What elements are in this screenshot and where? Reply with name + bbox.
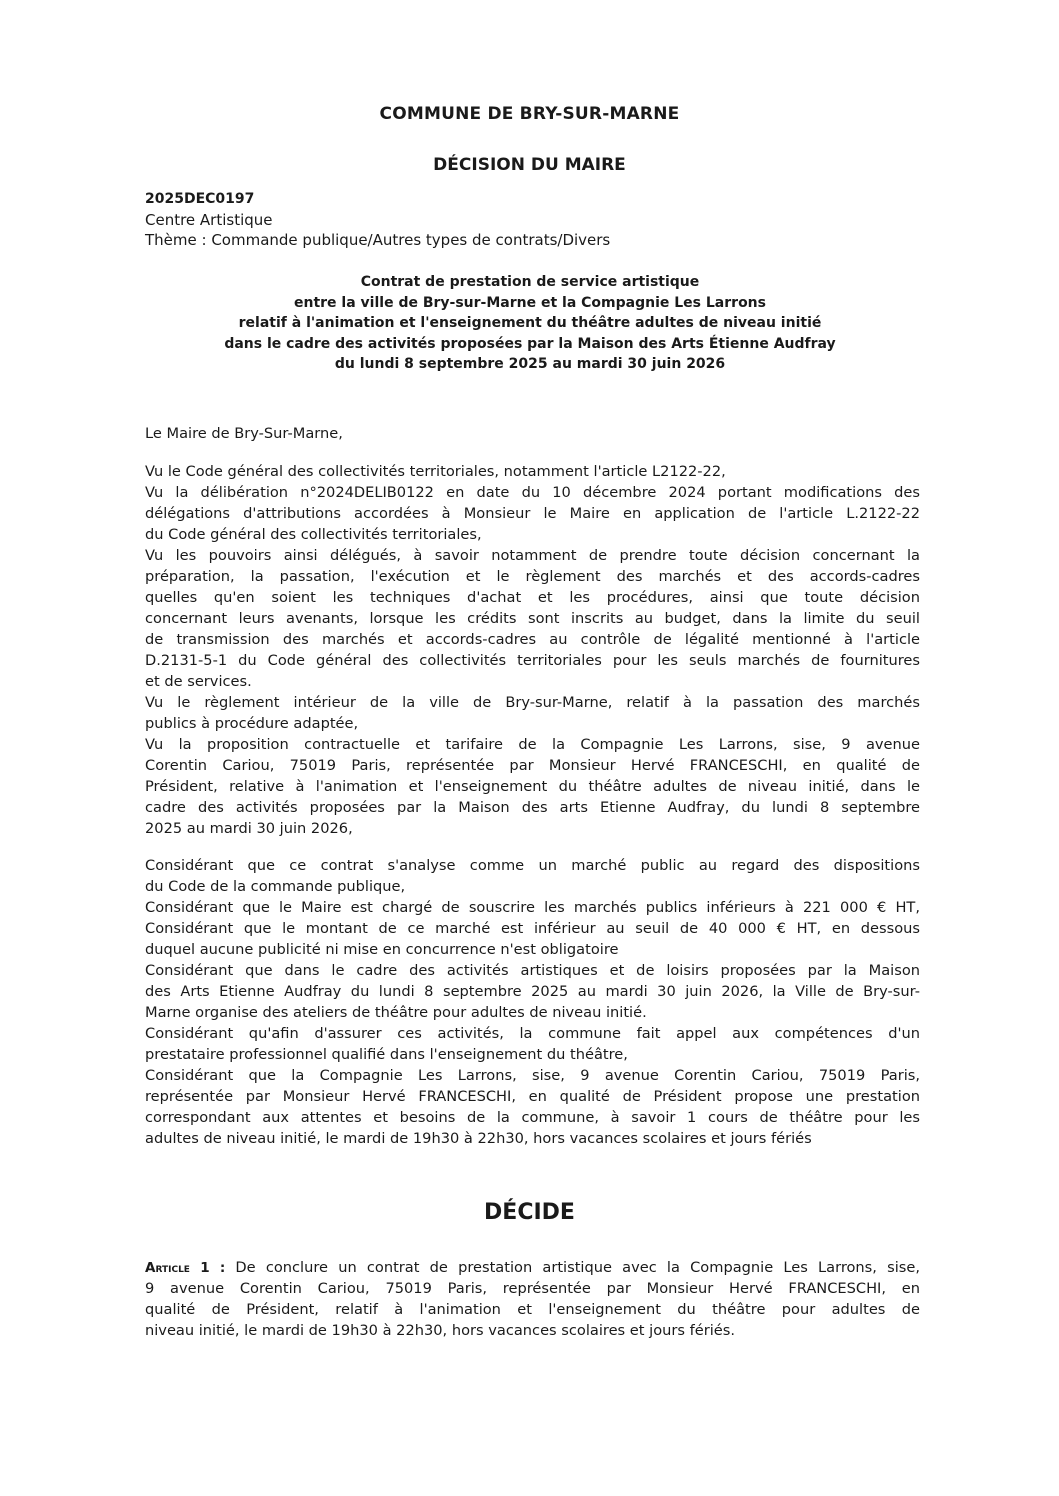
vu-line: de transmission des marchés et accords-cadres au contrôle de légalité mentionné à l'article xyxy=(145,631,920,648)
decision-service: Centre Artistique xyxy=(145,210,273,229)
considerant-line: Marne organise des ateliers de théâtre pour adultes de niveau initié. xyxy=(145,1004,647,1021)
vu-line: du Code général des collectivités territoriales, xyxy=(145,526,482,543)
vu-line: D.2131-5-1 du Code général des collectivités territoriales pour les seuls marchés de fournitures xyxy=(145,652,920,669)
article-line xyxy=(145,1257,920,1278)
vu-line: Vu la délibération n°2024DELIB0122 en date du 10 décembre 2024 portant modifications des xyxy=(145,484,920,501)
considerant-line: Considérant que la Compagnie Les Larrons, sise, 9 avenue Corentin Cariou, 75019 Paris, xyxy=(145,1067,920,1084)
vu-line: Président, relative à l'animation et l'enseignement du théâtre adultes de niveau initié, dans le xyxy=(145,778,920,795)
considerant-line: Considérant qu'afin d'assurer ces activités, la commune fait appel aux compétences d'un xyxy=(145,1025,920,1042)
decision-reference: 2025DEC0197 xyxy=(145,191,255,207)
article-line: niveau initié, le mardi de 19h30 à 22h30, hors vacances scolaires et jours fériés. xyxy=(145,1322,736,1339)
decision-subject xyxy=(150,272,910,375)
considerant-line: Considérant que ce contrat s'analyse comme un marché public au regard des dispositions xyxy=(145,857,920,874)
commune-heading: COMMUNE DE BRY-SUR-MARNE xyxy=(379,104,680,124)
vu-line: Vu le règlement intérieur de la ville de Bry-sur-Marne, relatif à la passation des marchés xyxy=(145,694,920,711)
intro-line: Le Maire de Bry-Sur-Marne, xyxy=(145,425,343,442)
vu-line: Corentin Cariou, 75019 Paris, représentée par Monsieur Hervé FRANCESCHI, en qualité de xyxy=(145,757,920,774)
vu-line: Vu le Code général des collectivités territoriales, notamment l'article L2122-22, xyxy=(145,463,726,480)
article-line: qualité de Président, relatif à l'animation et l'enseignement du théâtre pour adultes de xyxy=(145,1301,920,1318)
vu-line: et de services. xyxy=(145,673,252,690)
considerant-line: des Arts Etienne Audfray du lundi 8 septembre 2025 au mardi 30 juin 2026, la Ville de Bry-sur- xyxy=(145,983,920,1000)
decision-theme: Thème : Commande publique/Autres types de contrats/Divers xyxy=(145,231,611,249)
vu-line: Vu les pouvoirs ainsi délégués, à savoir notamment de prendre toute décision concernant la xyxy=(145,547,920,564)
subject-line: dans le cadre des activités proposées par la Maison des Arts Étienne Audfray xyxy=(224,335,836,352)
considerant-line: Considérant que le Maire est chargé de souscrire les marchés publics inférieurs à 221 000 € HT, xyxy=(145,899,920,916)
considerant-line: prestataire professionnel qualifié dans l'enseignement du théâtre, xyxy=(145,1046,628,1063)
vu-line: quelles qu'en soient les techniques d'achat et les procédures, ainsi que toute décision xyxy=(145,589,920,606)
decision-heading: DÉCISION DU MAIRE xyxy=(433,155,626,175)
vu-line: concernant leurs avenants, lorsque les crédits sont inscrits au budget, dans la limite du seuil xyxy=(145,610,920,627)
decision-meta xyxy=(145,189,610,251)
subject-line: relatif à l'animation et l'enseignement du théâtre adultes de niveau initié xyxy=(238,315,822,331)
considerant-line: correspondant aux attentes et besoins de la commune, à savoir 1 cours de théâtre pour les xyxy=(145,1109,920,1126)
considerant-line: du Code de la commande publique, xyxy=(145,878,406,895)
vu-line: cadre des activités proposées par la Maison des arts Etienne Audfray, du lundi 8 septembre xyxy=(145,799,920,816)
decide-heading: DÉCIDE xyxy=(484,1200,575,1225)
vu-line: publics à procédure adaptée, xyxy=(145,715,359,732)
vu-block xyxy=(145,461,920,839)
subject-line: entre la ville de Bry-sur-Marne et la Compagnie Les Larrons xyxy=(294,294,766,311)
considerant-line: Considérant que dans le cadre des activités artistiques et de loisirs proposées par la Maison xyxy=(145,962,920,979)
article-text: De conclure un contrat de prestation artistique avec la Compagnie Les Larrons, sise, xyxy=(235,1259,920,1276)
subject-line: Contrat de prestation de service artistique xyxy=(360,274,700,290)
subject-line: du lundi 8 septembre 2025 au mardi 30 juin 2026 xyxy=(334,356,726,372)
vu-line: préparation, la passation, l'exécution et le règlement des marchés et des accords-cadres xyxy=(145,568,920,585)
vu-line: 2025 au mardi 30 juin 2026, xyxy=(145,820,353,837)
article-line: 9 avenue Corentin Cariou, 75019 Paris, représentée par Monsieur Hervé FRANCESCHI, en xyxy=(145,1280,920,1297)
considerant-line: représentée par Monsieur Hervé FRANCESCHI, en qualité de Président propose une prestation xyxy=(145,1088,920,1105)
considerant-line: duquel aucune publicité ni mise en concurrence n'est obligatoire xyxy=(145,941,619,958)
vu-line: Vu la proposition contractuelle et tarifaire de la Compagnie Les Larrons, sise, 9 avenue xyxy=(145,736,920,753)
considerant-line: adultes de niveau initié, le mardi de 19h30 à 22h30, hors vacances scolaires et jours fériés xyxy=(145,1130,812,1147)
article-1 xyxy=(145,1257,920,1341)
considerant-line: Considérant que le montant de ce marché est inférieur au seuil de 40 000 € HT, en dessous xyxy=(145,920,920,937)
mayor-intro xyxy=(145,423,920,444)
considerants-block xyxy=(145,855,920,1149)
article-label: Article 1 : xyxy=(145,1260,226,1276)
vu-line: délégations d'attributions accordées à Monsieur le Maire en application de l'article L.2122-22 xyxy=(145,505,920,522)
